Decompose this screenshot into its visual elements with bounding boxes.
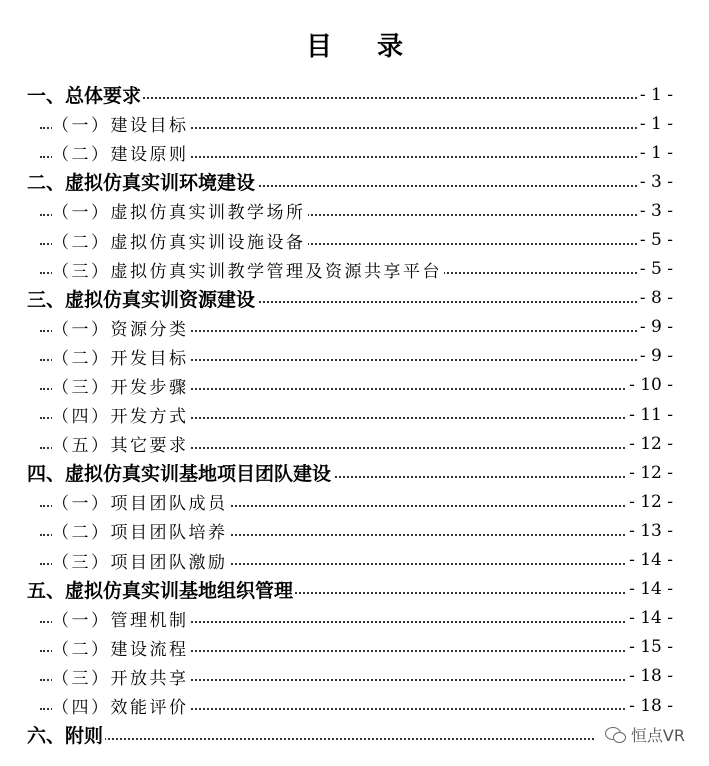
toc-page-number: - 8 -	[639, 288, 673, 309]
toc-entry-label: （三）虚拟仿真实训教学管理及资源共享平台	[52, 257, 444, 282]
toc-page-number: - 1 -	[639, 84, 673, 105]
toc-section-entry[interactable]	[0, 662, 709, 691]
toc-page-number: - 18 -	[629, 666, 673, 687]
toc-entry-label: （一）管理机制	[52, 606, 191, 631]
toc-entry-label: （一）项目团队成员	[52, 489, 230, 514]
toc-entry-label: 六、附则	[27, 721, 105, 748]
toc-entry-label: （三）开发步骤	[52, 373, 191, 398]
toc-page-number: - 18 -	[629, 695, 673, 716]
toc-entry-label: （三）项目团队激励	[52, 548, 230, 573]
toc-section-entry[interactable]	[0, 342, 709, 371]
toc-page-number: - 9 -	[639, 346, 673, 367]
toc-entry-label: （一）资源分类	[52, 315, 191, 340]
toc-section-entry[interactable]	[0, 604, 709, 633]
toc-chapter-entry[interactable]	[0, 575, 709, 604]
toc-page-number: - 12 -	[629, 433, 673, 454]
toc-page-number: - 9 -	[639, 317, 673, 338]
toc-page-number: - 3 -	[639, 171, 673, 192]
toc-entry-label: （二）建设流程	[52, 635, 191, 660]
wechat-icon	[605, 726, 627, 744]
dot-leader	[40, 738, 594, 740]
toc-section-entry[interactable]	[0, 487, 709, 516]
toc-page-number: - 12 -	[629, 462, 673, 483]
toc-section-entry[interactable]	[0, 429, 709, 458]
toc-entry-label: （一）虚拟仿真实训教学场所	[52, 198, 308, 223]
toc-page-number: - 1 -	[639, 113, 673, 134]
toc-page-number: - 10 -	[629, 375, 673, 396]
toc-page-number: - 13 -	[629, 520, 673, 541]
toc-entry-label: 一、总体要求	[27, 81, 143, 108]
toc-chapter-entry[interactable]	[0, 458, 709, 487]
toc-page-number: - 1 -	[639, 142, 673, 163]
toc-entry-label: （二）开发目标	[52, 344, 191, 369]
watermark	[605, 723, 685, 746]
toc-page-number: - 15 -	[629, 637, 673, 658]
toc-chapter-entry[interactable]	[0, 80, 709, 109]
toc-section-entry[interactable]	[0, 691, 709, 720]
toc-page-number: - 14 -	[629, 608, 673, 629]
toc-entry-label: 三、虚拟仿真实训资源建设	[27, 285, 257, 312]
toc-section-entry[interactable]	[0, 196, 709, 225]
toc-entry-label: （五）其它要求	[52, 431, 191, 456]
toc-section-entry[interactable]	[0, 225, 709, 254]
toc-page-number: - 14 -	[629, 550, 673, 571]
toc-page-number: - 14 -	[629, 579, 673, 600]
toc-entry-label: 二、虚拟仿真实训环境建设	[27, 168, 257, 195]
watermark-text: 恒点VR	[630, 726, 685, 745]
toc-section-entry[interactable]	[0, 516, 709, 545]
toc-entry-label: （三）开放共享	[52, 664, 191, 689]
table-of-contents	[0, 80, 709, 749]
toc-page-number: - 3 -	[639, 200, 673, 221]
toc-page-number: - 5 -	[639, 259, 673, 280]
toc-chapter-entry[interactable]	[0, 284, 709, 313]
toc-section-entry[interactable]	[0, 400, 709, 429]
toc-entry-label: （二）建设原则	[52, 140, 191, 165]
page-title: 目 录	[305, 32, 422, 62]
toc-entry-label: （四）开发方式	[52, 402, 191, 427]
toc-section-entry[interactable]	[0, 138, 709, 167]
toc-section-entry[interactable]	[0, 255, 709, 284]
toc-entry-label: 五、虚拟仿真实训基地组织管理	[27, 576, 295, 603]
toc-page-number: - 11 -	[629, 404, 673, 425]
toc-section-entry[interactable]	[0, 546, 709, 575]
toc-section-entry[interactable]	[0, 313, 709, 342]
toc-entry-label: （一）建设目标	[52, 111, 191, 136]
toc-section-entry[interactable]	[0, 371, 709, 400]
toc-entry-label: （四）效能评价	[52, 693, 191, 718]
toc-page-number: - 12 -	[629, 491, 673, 512]
toc-entry-label: （二）项目团队培养	[52, 518, 230, 543]
toc-section-entry[interactable]	[0, 633, 709, 662]
toc-chapter-entry[interactable]	[0, 167, 709, 196]
toc-page-number: - 5 -	[639, 230, 673, 251]
toc-section-entry[interactable]	[0, 109, 709, 138]
toc-entry-label: （二）虚拟仿真实训设施设备	[52, 228, 308, 253]
toc-entry-label: 四、虚拟仿真实训基地项目团队建设	[27, 459, 333, 486]
toc-chapter-entry[interactable]	[0, 720, 709, 749]
